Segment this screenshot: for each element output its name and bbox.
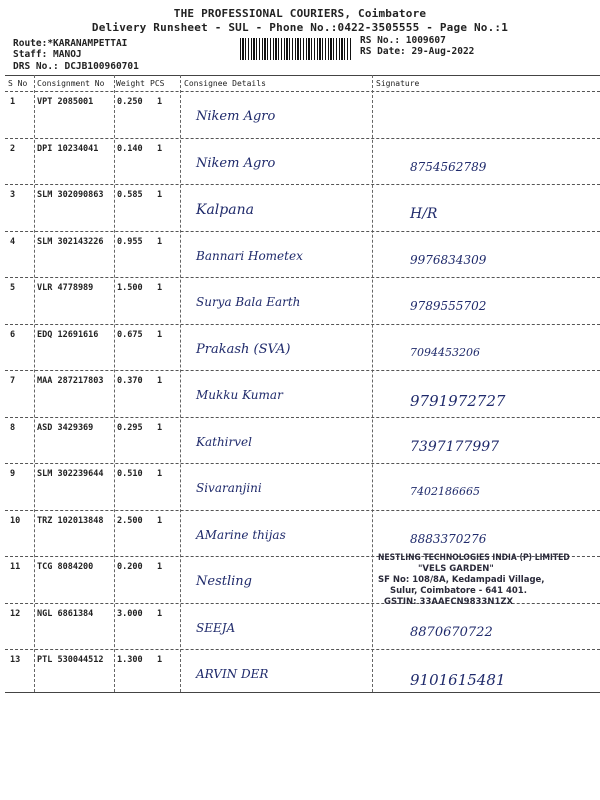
row-consignment-no: PTL 530044512: [37, 655, 104, 665]
row-weight: 0.585: [117, 190, 143, 200]
row-signature-phone: 7402186665: [410, 485, 480, 498]
row-pcs: 1: [157, 143, 163, 154]
col-divider: [34, 75, 35, 692]
drs-label: DRS No.: DCJB100960701: [13, 61, 139, 72]
header-rule: [5, 91, 600, 92]
row-signature-phone: 9791972727: [410, 392, 506, 410]
row-weight: 0.250: [117, 97, 143, 107]
row-signature-phone: 9976834309: [410, 252, 487, 267]
row-signature-phone: 8870670722: [410, 624, 493, 640]
col-header-signature: Signature: [376, 79, 420, 88]
row-consignment-no: EDQ 12691616: [37, 329, 99, 340]
col-header-consignment: Consignment No: [37, 79, 105, 88]
col-header-sno: S No: [8, 79, 28, 88]
row-consignee-name: Sivaranjini: [196, 481, 262, 495]
row-signature-phone: 9789555702: [410, 299, 487, 313]
col-divider: [372, 75, 373, 692]
row-consignment-no: VPT 2085001: [37, 97, 94, 107]
row-pcs: 1: [157, 655, 163, 665]
row-sno: 11: [10, 562, 21, 572]
row-divider: [5, 324, 600, 325]
row-sno: 12: [10, 608, 21, 619]
col-divider: [180, 75, 181, 692]
row-consignee-name: Mukku Kumar: [196, 388, 283, 402]
row-consignee-name: Nikem Agro: [196, 109, 276, 124]
row-weight: 1.300: [117, 655, 143, 665]
row-consignment-no: NGL 6861384: [37, 608, 94, 619]
row-consignment-no: TRZ 102013848: [37, 515, 104, 526]
row-divider: [5, 231, 600, 232]
col-header-weight: Weight: [116, 79, 145, 88]
row-pcs: 1: [157, 97, 163, 107]
row-sno: 4: [10, 236, 16, 247]
row-pcs: 1: [157, 422, 163, 433]
row-pcs: 1: [157, 236, 163, 247]
row-sno: 3: [10, 190, 16, 200]
row-pcs: 1: [157, 329, 163, 340]
table-bottom-rule: [5, 692, 600, 693]
row-divider: [5, 277, 600, 278]
staff-label: Staff: MANOJ: [13, 49, 82, 60]
row-divider: [5, 463, 600, 464]
row-consignee-name: Nestling: [196, 574, 252, 589]
row-pcs: 1: [157, 608, 163, 619]
row-consignee-name: ARVIN DER: [196, 667, 269, 681]
table-top-rule: [5, 75, 600, 76]
row-weight: 0.370: [117, 376, 143, 386]
row-consignee-name: Kathirvel: [196, 434, 252, 449]
row-weight: 0.675: [117, 329, 143, 340]
row-pcs: 1: [157, 283, 163, 293]
row-weight: 0.140: [117, 143, 143, 154]
row-divider: [5, 649, 600, 650]
row-weight: 3.000: [117, 608, 143, 619]
row-pcs: 1: [157, 469, 163, 479]
row-sno: 10: [10, 515, 21, 526]
rs-date: RS Date: 29-Aug-2022: [360, 46, 475, 57]
row-sno: 9: [10, 469, 16, 479]
runsheet-title: Delivery Runsheet - SUL - Phone No.:0422-3505555 - Page No.:1: [91, 21, 509, 34]
rs-number: RS No.: 1009607: [360, 35, 446, 46]
row-signature-phone: H/R: [410, 206, 438, 222]
stamp-line: "VELS GARDEN": [418, 564, 494, 574]
row-sno: 7: [10, 376, 16, 386]
row-signature-phone: 9101615481: [410, 671, 506, 689]
row-consignment-no: ASD 3429369: [37, 422, 94, 433]
col-header-pcs: PCS: [150, 79, 165, 88]
row-signature-phone: 8754562789: [410, 159, 487, 174]
row-signature-phone: 7094453206: [410, 345, 480, 359]
company-stamp: [378, 553, 598, 608]
row-sno: 5: [10, 283, 16, 293]
row-signature-phone: 7397177997: [410, 438, 500, 455]
row-weight: 0.955: [117, 236, 143, 247]
row-sno: 6: [10, 329, 16, 340]
row-pcs: 1: [157, 562, 163, 572]
row-divider: [5, 417, 600, 418]
row-consignee-name: Surya Bala Earth: [196, 295, 301, 309]
company-title: THE PROFESSIONAL COURIERS, Coimbatore: [173, 7, 427, 20]
row-consignment-no: MAA 287217803: [37, 376, 104, 386]
row-consignee-name: Prakash (SVA): [196, 341, 291, 357]
row-pcs: 1: [157, 190, 163, 200]
row-weight: 2.500: [117, 515, 143, 526]
row-consignment-no: SLM 302090863: [37, 190, 104, 200]
row-signature-phone: 8883370276: [410, 531, 487, 546]
stamp-line: SF No: 108/8A, Kedampadi Village,: [378, 575, 545, 585]
row-sno: 1: [10, 97, 16, 107]
row-sno: 2: [10, 143, 16, 154]
row-sno: 13: [10, 655, 21, 665]
row-consignment-no: VLR 4778989: [37, 283, 94, 293]
row-pcs: 1: [157, 515, 163, 526]
row-consignment-no: TCG 8084200: [37, 562, 94, 572]
row-consignment-no: DPI 10234041: [37, 143, 99, 154]
row-consignee-name: Bannari Hometex: [196, 248, 303, 263]
row-weight: 0.295: [117, 422, 143, 433]
barcode: [240, 38, 352, 60]
row-divider: [5, 184, 600, 185]
row-consignment-no: SLM 302143226: [37, 236, 104, 247]
row-consignment-no: SLM 302239644: [37, 469, 104, 479]
row-consignee-name: Nikem Agro: [196, 155, 276, 171]
stamp-line: GSTIN: 33AAFCN9833N1ZX: [384, 597, 514, 607]
row-consignee-name: Kalpana: [196, 202, 254, 218]
row-weight: 1.500: [117, 283, 143, 293]
row-sno: 8: [10, 422, 16, 433]
route-label: Route:*KARANAMPETTAI: [13, 38, 128, 49]
row-divider: [5, 510, 600, 511]
row-pcs: 1: [157, 376, 163, 386]
row-divider: [5, 138, 600, 139]
col-divider: [114, 75, 115, 692]
row-weight: 0.510: [117, 469, 143, 479]
row-divider: [5, 370, 600, 371]
row-consignee-name: SEEJA: [196, 620, 236, 635]
col-header-consignee: Consignee Details: [184, 79, 266, 88]
stamp-line: Sulur, Coimbatore - 641 401.: [390, 586, 527, 596]
row-consignee-name: AMarine thijas: [196, 527, 286, 542]
row-weight: 0.200: [117, 562, 143, 572]
stamp-line: NESTLING TECHNOLOGIES INDIA (P) LIMITED: [378, 553, 570, 563]
